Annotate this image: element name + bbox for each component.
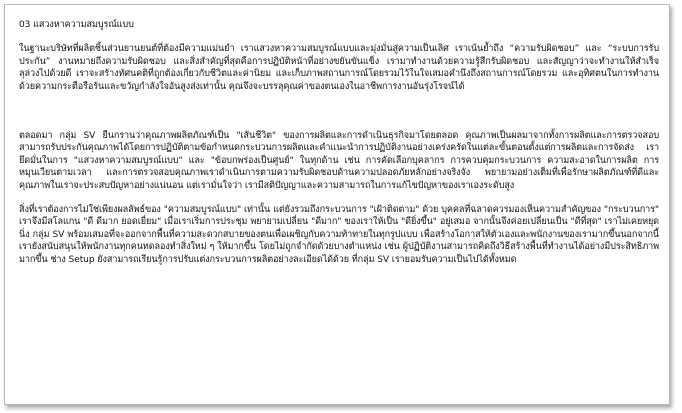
document-panel <box>4 4 670 405</box>
paragraph-quality: ตลอดมา กลุ่ม SV ยืนกรานว่าคุณภาพผลิตภัณฑ์เป็น "เส้นชีวิต" ของการผลิตและการดำเนินธุรกิจมาโดยตลอด คุณภาพเป็นผลมาจากทั้งการผลิตและการตรวจสอบ สามารถรับประกันคุณภาพได้โดยการปฏิบัติตามข้อกำหนดกระบวนการผลิตและคำแนะนำการปฏิบัติงานอย่างเคร่งครัดในแต่ละขั้นตอนตั้งแต่การผลิตและการจัดส่ง เรายึดมั่นในการ "แสวงหาความสมบูรณ์แบบ" และ "ข้อบกพร่องเป็นศูนย์" ในทุกด้าน เช่น การคัดเลือกบุคลากร การควบคุมกระบวนการ ความสะอาดในการผลิต การหมุนเวียนตามเวลา และการตรวจสอบคุณภาพเราดำเนินการตามความรับผิดชอบด้านความปลอดภัยหลักอย่างจริงจัง พยายามอย่างเต็มที่เพื่อรักษาผลิตภัณฑ์ที่ดีและคุณภาพในเราจะประสบปัญหาอย่างแน่นอน แต่เรามั่นใจว่า เรามีสติปัญญาและความสามารถในการแก้ไขปัญหาของเราเองระดับสูง <box>19 131 659 191</box>
document-body <box>19 19 659 266</box>
paragraph-process: สิ่งที่เราต้องการไม่ใช่เพียงผลลัพธ์ของ "ความสมบูรณ์แบบ" เท่านั้น แต่ยังรวมถึงกระบวนการ "เฝ้าติดตาม" ด้วย บุคคลที่ฉลาดควรมองเห็นความสำคัญของ "กระบวนการ" เราจึงมีสโลแกน "ดี ดีมาก ยอดเยี่ยม" เมื่อเราเริ่มการประชุม พยายามเปลี่ยน "ดีมาก" ของเราให้เป็น "ดียิ่งขึ้น" อยู่เสมอ จากนั้นจึงค่อยเปลี่ยนเป็น "ดีที่สุด" เราไม่เคยหยุดนิ่ง กลุ่ม SV พร้อมเสมอที่จะออกจากพื้นที่ความสะดวกสบายของตนเพื่อเผชิญกับความท้าทายในทุกรูปแบบ เพื่อสร้างโอกาสให้ตัวเองและพนักงานของเรามากขึ้นนอกจากนี้เรายังสนับสนุนให้พนักงานทุกคนทดลองทำสิ่งใหม่ ๆ ให้มากขึ้น โดยไม่ถูกจำกัดด้วยบางตำแหน่ง เช่น ผู้ปฏิบัติงานสามารถคิดถึงวิธีสร้างพื้นที่ทำงานได้อย่างมีประสิทธิภาพมากขึ้น ช่าง Setup ยังสามารถเรียนรู้การปรับแต่งกระบวนการผลิตอย่างละเอียดได้ด้วย ที่กลุ่ม SV เรายอมรับความเป็นไปได้ทั้งหมด <box>19 205 659 265</box>
paragraph-responsibility: ในฐานะบริษัทที่ผลิตชิ้นส่วนยานยนต์ที่ต้องมีความแม่นยำ เราแสวงหาความสมบูรณ์แบบและมุ่งมั่นสู่ความเป็นเลิศ เราเน้นย้ำถึง “ความรับผิดชอบ” และ “ระบบการรับประกัน” งานหมายถึงความรับผิดชอบ และสิ่งสำคัญที่สุดคือการปฏิบัติหน้าที่อย่างขยันขันแข็ง เรามาทำงานด้วยความรู้สึกรับผิดชอบ และสัญญาว่าจะทำงานให้สำเร็จลุล่วงไปด้วยดี เราจะสร้างทัศนคติที่ถูกต้องเกี่ยวกับชีวิตและค่านิยม และเก็บภาพสถานการณ์โดยรวมไว้ในใจเสมอคำนึงถึงสถานการณ์โดยรวม และอุทิศตนในการทำงานด้วยความกระตือรือร้นและขวัญกำลังใจอันสูงส่งเท่านั้น คุณจึงจะบรรลุคุณค่าของตนเองในอาชีพการงานอันรุ่งโรจน์ได้ <box>19 44 659 92</box>
section-heading: 03 แสวงหาความสมบูรณ์แบบ <box>19 20 134 30</box>
